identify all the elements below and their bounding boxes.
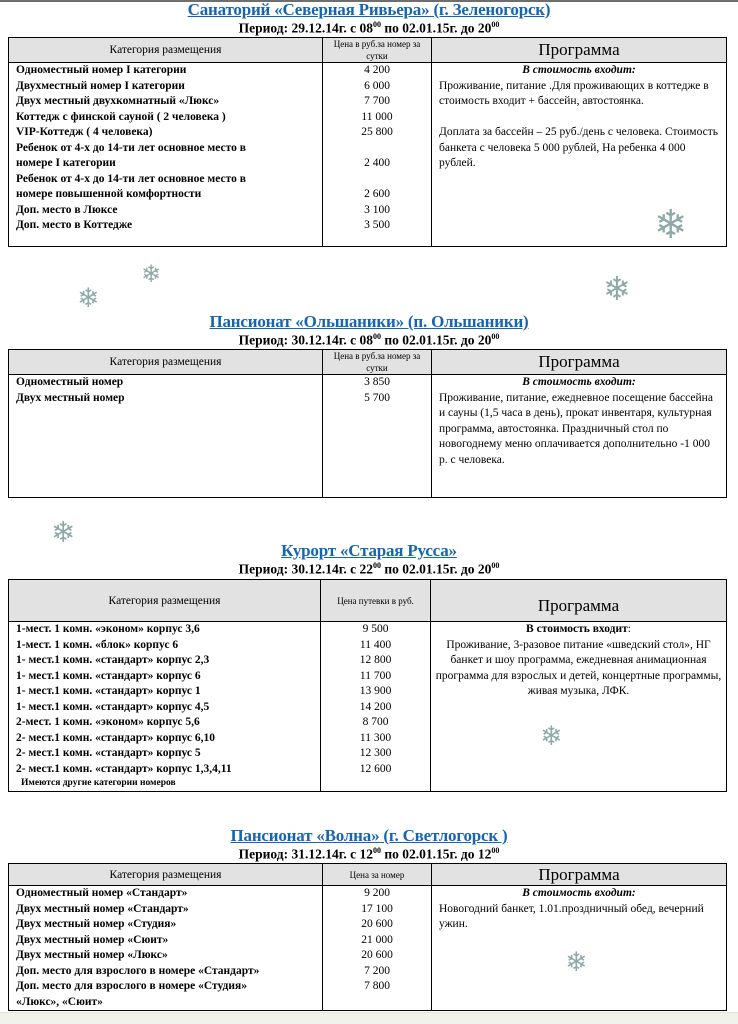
header-category: Категория размещения — [9, 580, 321, 622]
price-cell: 20 600 — [361, 949, 393, 961]
category-cell: Одноместный номер «Стандарт» — [16, 887, 188, 899]
snowflake-icon: ❄ — [654, 202, 688, 248]
category-cell: Одноместный номер — [16, 376, 124, 388]
program-paragraph: Новогодний банкет, 1.01.проздничный обед, вечерний ужин. — [439, 902, 704, 930]
category-cell: Ребенок от 4-х до 14-ти лет основное место в — [16, 141, 246, 154]
period-end-minutes: 00 — [491, 561, 500, 570]
category-cell: Двух местный номер «Стандарт» — [16, 902, 189, 915]
category-cell: VIP-Коттедж ( 4 человека) — [16, 126, 153, 138]
period-end-minutes: 00 — [491, 846, 500, 855]
header-category: Категория размещения — [9, 350, 323, 375]
price-cell: 14 200 — [359, 700, 392, 713]
category-cell: 2- мест.1 комн. «стандарт» корпус 6,10 — [16, 731, 215, 744]
category-column — [9, 622, 321, 792]
price-list — [323, 375, 431, 406]
category-cell: 2- мест.1 комн. «стандарт» корпус 5 — [16, 747, 201, 759]
price-table-severnaya-riviera — [8, 37, 727, 247]
price-table-volna — [8, 863, 727, 1011]
price-cell: 9 500 — [362, 623, 389, 635]
category-list — [9, 886, 322, 1010]
price-cell: 12 600 — [359, 762, 392, 775]
price-cell — [323, 141, 431, 157]
program-paragraph: Проживание, 3-разовое питание «шведский стол», НГ банкет и шоу программа, ежедневная анимационная программа для взрослых и детей, концертные программы, живая музыка, ЛФК. — [435, 638, 722, 697]
category-list — [9, 622, 320, 777]
program-text — [432, 79, 726, 172]
header-program: Программа — [432, 350, 727, 375]
price-cell: 3 850 — [364, 376, 390, 388]
price-cell: 21 000 — [361, 933, 393, 946]
category-column — [9, 375, 323, 498]
period-start: Период: 31.12.14г. с 12 — [238, 846, 373, 862]
price-cell: 7 200 — [364, 964, 390, 977]
price-cell: 20 600 — [361, 918, 393, 930]
program-heading: В стоимость входит: — [522, 376, 636, 388]
program-text — [432, 391, 726, 469]
category-cell: 2- мест.1 комн. «стандарт» корпус 1,3,4,11 — [16, 762, 232, 775]
header-program: Программа — [432, 864, 727, 886]
category-column — [9, 886, 323, 1011]
period-start-minutes: 00 — [372, 332, 381, 341]
category-cell: номере повышенной комфортности — [16, 188, 202, 200]
snowflake-icon: ❄ — [603, 269, 631, 308]
program-paragraph: Проживание, питание, ежедневное посещение бассейна и сауны (1,5 часа в день), прокат инвентаря, культурная программа, автостоянка. Праздничный стол по новогоднему меню оплачивается дополнительно -1 000 р. с человека. — [439, 391, 713, 466]
price-cell: 7 700 — [364, 95, 390, 107]
category-cell: 1- мест.1 комн. «стандарт» корпус 4,5 — [16, 700, 210, 713]
period-end-minutes: 00 — [491, 20, 500, 29]
period-line — [0, 561, 738, 578]
program-column — [431, 622, 727, 792]
price-cell: 7 800 — [364, 980, 390, 992]
price-cell: 13 900 — [359, 685, 392, 697]
period-line — [0, 20, 738, 37]
header-price: Цена за номер — [323, 864, 432, 886]
price-cell — [323, 172, 431, 188]
category-cell: номере I категории — [16, 157, 116, 169]
category-cell: 1- мест.1 комн. «стандарт» корпус 1 — [16, 685, 201, 697]
price-list — [323, 886, 431, 1010]
period-start: Период: 29.12.14г. с 08 — [238, 20, 373, 36]
snowflake-icon: ❄ — [77, 283, 100, 314]
program-paragraph: Доплата за бассейн – 25 руб./день с человека. Стоимость банкета с человека 5 000 рублей, На ребенка 4 000 рублей. — [439, 126, 718, 169]
program-text — [431, 638, 726, 700]
period-start-minutes: 00 — [372, 561, 381, 570]
snowflake-icon: ❄ — [540, 721, 563, 752]
category-list — [9, 63, 322, 234]
program-heading: В стоимость входит: — [526, 623, 631, 635]
category-cell: Доп. место для взрослого в номере «Студия» — [16, 980, 247, 992]
category-cell: Доп. место в Коттедже — [16, 219, 133, 231]
price-cell: 6 000 — [364, 79, 390, 92]
price-cell: 11 400 — [359, 638, 392, 651]
price-cell: 12 800 — [359, 654, 392, 666]
period-start-minutes: 00 — [372, 846, 381, 855]
period-start-minutes: 00 — [372, 20, 381, 29]
program-heading: В стоимость входит: — [522, 887, 636, 899]
category-list — [9, 375, 322, 406]
price-cell — [323, 995, 431, 1011]
category-cell: Доп. место для взрослого в номере «Стандарт» — [16, 964, 260, 977]
price-cell: 2 400 — [364, 157, 390, 169]
price-cell: 3 100 — [364, 203, 390, 216]
price-column — [323, 63, 432, 247]
price-cell: 17 100 — [361, 902, 393, 915]
price-column — [323, 375, 432, 498]
category-cell: Одноместный номер I категории — [16, 64, 187, 76]
category-cell: «Люкс», «Сюит» — [16, 995, 103, 1008]
snowflake-icon: ❄ — [51, 515, 76, 549]
price-cell: 11 700 — [359, 669, 392, 682]
category-cell: Двух местный номер «Сюит» — [16, 933, 169, 946]
category-cell: Ребенок от 4-х до 14-ти лет основное место в — [16, 172, 246, 185]
price-cell: 25 800 — [361, 126, 393, 138]
period-start: Период: 30.12.14г. с 22 — [238, 561, 373, 577]
price-column — [321, 622, 431, 792]
price-list — [321, 622, 430, 777]
price-cell: 8 700 — [362, 716, 389, 728]
price-list — [323, 63, 431, 234]
price-cell: 11 300 — [359, 731, 392, 744]
header-program: Программа — [431, 580, 727, 622]
category-cell: Двух местный номер — [16, 391, 125, 404]
period-end: по 02.01.15г. до 20 — [380, 332, 492, 348]
header-program: Программа — [432, 38, 727, 63]
price-cell: 12 300 — [359, 747, 392, 759]
price-cell: 5 700 — [364, 391, 390, 404]
period-end: по 02.01.15г. до 12 — [380, 846, 492, 862]
period-line — [0, 846, 738, 863]
price-cell: 3 500 — [364, 219, 390, 231]
section-title-olshaniki[interactable]: Пансионат «Ольшаники» (п. Ольшаники) — [209, 312, 529, 331]
category-cell: 2-мест. 1 комн. «эконом» корпус 5,6 — [16, 716, 200, 728]
category-cell: Двух местный двухкомнатный «Люкс» — [16, 95, 220, 107]
header-price: Цена в руб.за номер за сутки — [323, 38, 432, 63]
price-table-olshaniki — [8, 349, 727, 498]
category-cell: 1- мест.1 комн. «стандарт» корпус 6 — [16, 669, 201, 682]
program-text — [432, 902, 726, 933]
period-end-minutes: 00 — [491, 332, 500, 341]
snowflake-icon: ❄ — [141, 260, 162, 288]
price-table-staraya-russa — [8, 579, 727, 792]
category-cell: Двух местный номер «Люкс» — [16, 949, 168, 961]
window-bottom-edge — [0, 1012, 738, 1024]
section-title-staraya-russa[interactable]: Курорт «Старая Русса» — [281, 541, 457, 560]
category-cell: Двухместный номер I категории — [16, 79, 185, 92]
price-cell: 9 200 — [364, 887, 390, 899]
price-cell: 4 200 — [364, 64, 390, 76]
period-end: по 02.01.15г. до 20 — [380, 20, 492, 36]
category-cell: 1- мест.1 комн. «стандарт» корпус 2,3 — [16, 654, 210, 666]
price-column — [323, 886, 432, 1011]
header-category: Категория размещения — [9, 38, 323, 63]
header-price: Цена в руб.за номер за сутки — [323, 350, 432, 375]
section-title-severnaya-riviera[interactable]: Санаторий «Северная Ривьера» (г. Зеленогорск) — [187, 0, 551, 19]
category-cell: 1-мест. 1 комн. «блок» корпус 6 — [16, 638, 179, 651]
snowflake-icon: ❄ — [565, 947, 588, 978]
category-cell: Двух местный номер «Студия» — [16, 918, 177, 930]
period-start: Период: 30.12.14г. с 08 — [238, 332, 373, 348]
section-title-volna[interactable]: Пансионат «Волна» (г. Светлогорск ) — [230, 826, 508, 845]
category-cell: 1-мест. 1 комн. «эконом» корпус 3,6 — [16, 623, 200, 635]
period-line — [0, 332, 738, 349]
category-cell: Доп. место в Люксе — [16, 203, 118, 216]
program-heading: В стоимость входит: — [522, 64, 636, 76]
program-column — [432, 375, 727, 498]
price-cell: 11 000 — [361, 110, 393, 123]
header-price: Цена путевки в руб. — [321, 580, 431, 622]
period-end: по 02.01.15г. до 20 — [380, 561, 492, 577]
note-other-categories: Имеются другие категории номеров — [21, 778, 176, 788]
category-column — [9, 63, 323, 247]
header-category: Категория размещения — [9, 864, 323, 886]
program-paragraph: Проживание, питание .Для проживающих в коттедже в стоимость входит + бассейн, автостоянка. — [439, 79, 709, 107]
category-cell: Коттедж с финской сауной ( 2 человека ) — [16, 110, 226, 123]
price-cell: 2 600 — [364, 188, 390, 200]
